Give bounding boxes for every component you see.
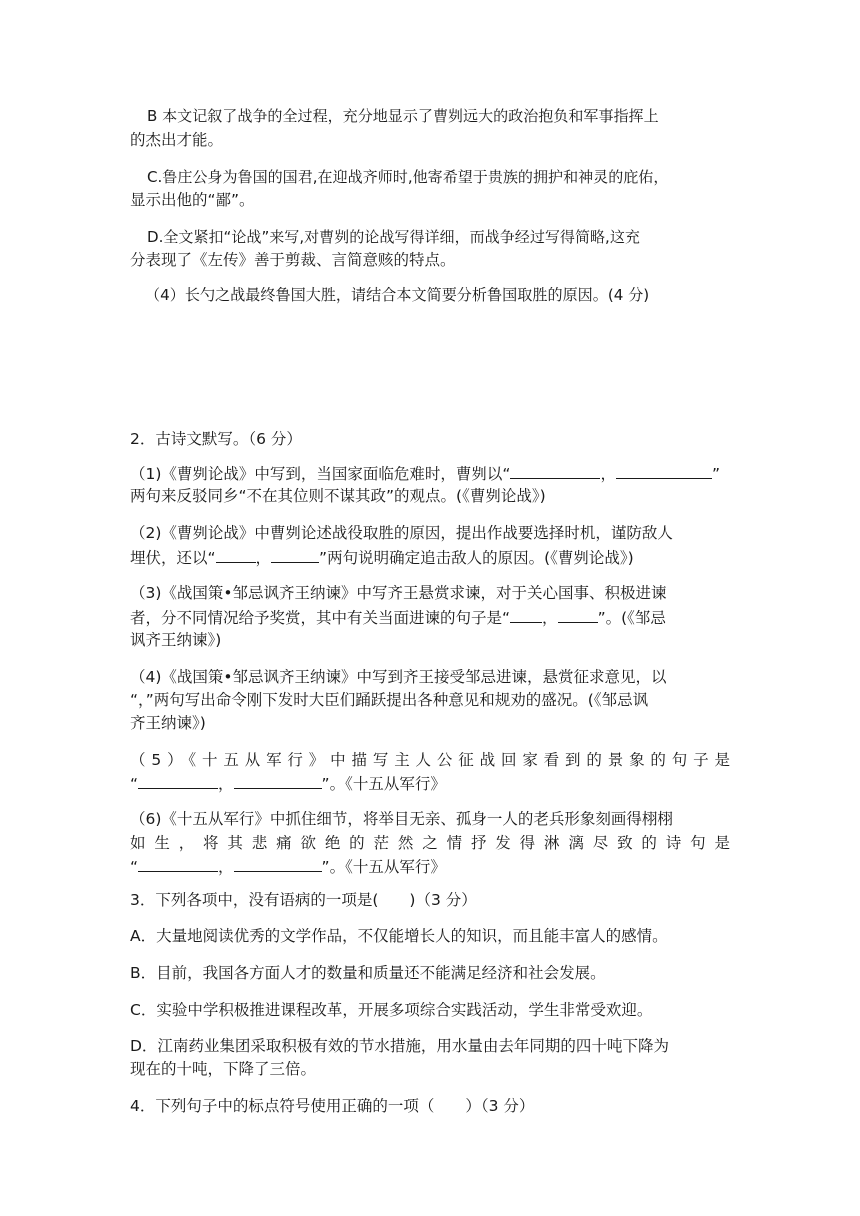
answer-blank[interactable] <box>234 855 322 872</box>
q2-item6-line2: 如生，将其悲痛欲绝的茫然之情抒发得淋漓尽致的诗句是 <box>130 834 730 852</box>
q2-item2-line1: （2)《曹刿论战》中曹刿论述战役取胜的原因，提出作战要选择时机，谨防敌人 <box>130 524 673 542</box>
answer-blank[interactable] <box>558 606 598 623</box>
q1-subquestion-4: （4）长勺之战最终鲁国大胜，请结合本文简要分析鲁国取胜的原因。(4 分) <box>145 286 650 304</box>
q2-item4-line2: “，”两句写出命令刚下发时大臣们踊跃提出各种意见和规劝的盛况。(《邹忌讽 <box>130 691 649 709</box>
q2-item1-line1: （1)《曹刿论战》中写到，当国家面临危难时，曹刿以“ ， ” <box>130 462 730 485</box>
q1-option-d-line2: 分表现了《左传》善于剪裁、言简意赅的特点。 <box>130 251 456 269</box>
answer-blank[interactable] <box>234 772 322 789</box>
q2-item1-line2: 两句来反驳同乡“不在其位则不谋其政”的观点。(《曹刿论战》) <box>130 487 546 505</box>
q3-option-b: B．目前，我国各方面人才的数量和质量还不能满足经济和社会发展。 <box>130 964 606 982</box>
q1-option-b-line2: 的杰出才能。 <box>130 131 224 149</box>
q3-title: 3．下列各项中，没有语病的一项是( )（3 分） <box>130 891 477 909</box>
answer-blank[interactable] <box>138 772 218 789</box>
answer-blank[interactable] <box>216 546 256 563</box>
answer-blank[interactable] <box>271 546 319 563</box>
q4-title: 4．下列句子中的标点符号使用正确的一项（ ）（3 分） <box>130 1097 535 1115</box>
answer-blank[interactable] <box>510 462 600 479</box>
q2-item6-line3: “ ， ”。《十五从军行》 <box>130 855 730 878</box>
q2-title: 2．古诗文默写。（6 分） <box>130 430 302 448</box>
q2-item4-line3: 齐王纳谏》) <box>130 714 206 732</box>
q2-item3-line3: 讽齐王纳谏》) <box>130 631 222 649</box>
q2-item2-line2: 埋伏，还以“ ， ”两句说明确定追击敌人的原因。(《曹刿论战》) <box>130 546 730 569</box>
q3-option-d-line1: D．江南药业集团采取积极有效的节水措施，用水量由去年同期的四十吨下降为 <box>130 1037 669 1055</box>
answer-blank[interactable] <box>138 855 218 872</box>
q3-option-a: A．大量地阅读优秀的文学作品，不仅能增长人的知识，而且能丰富人的感情。 <box>130 927 668 945</box>
q1-option-c-line1: C.鲁庄公身为鲁国的国君,在迎战齐师时,他寄希望于贵族的拥护和神灵的庇佑， <box>147 168 669 186</box>
q2-item3-line2: 者，分不同情况给予奖赏，其中有关当面进谏的句子是“ ， ”。(《邹忌 <box>130 606 730 629</box>
answer-blank[interactable] <box>616 462 712 479</box>
q1-option-d-line1: D.全文紧扣“论战”来写,对曹刿的论战写得详细，而战争经过写得简略,这充 <box>147 228 640 246</box>
q2-item4-line1: （4)《战国策•邹忌讽齐王纳谏》中写到齐王接受邹忌进谏，悬赏征求意见，以 <box>130 668 667 686</box>
q1-option-c-line2: 显示出他的“鄙”。 <box>130 191 255 209</box>
q2-item5-line2: “ ， ”。《十五从军行》 <box>130 772 730 795</box>
q3-option-d-line2: 现在的十吨，下降了三倍。 <box>130 1060 317 1078</box>
q1-option-b-line1: B 本文记叙了战争的全过程，充分地显示了曹刿远大的政治抱负和军事指挥上 <box>147 107 659 125</box>
q2-item3-line1: （3)《战国策•邹忌讽齐王纳谏》中写齐王悬赏求谏，对于关心国事、积极进谏 <box>130 584 667 602</box>
q3-option-c: C．实验中学积极推进课程改革，开展多项综合实践活动，学生非常受欢迎。 <box>130 1001 653 1019</box>
q2-item5-line1: （5）《十五从军行》中描写主人公征战回家看到的景象的句子是 <box>130 751 730 769</box>
q2-item6-line1: （6)《十五从军行》中抓住细节，将举目无亲、孤身一人的老兵形象刻画得栩栩 <box>130 810 673 828</box>
answer-blank[interactable] <box>510 606 542 623</box>
